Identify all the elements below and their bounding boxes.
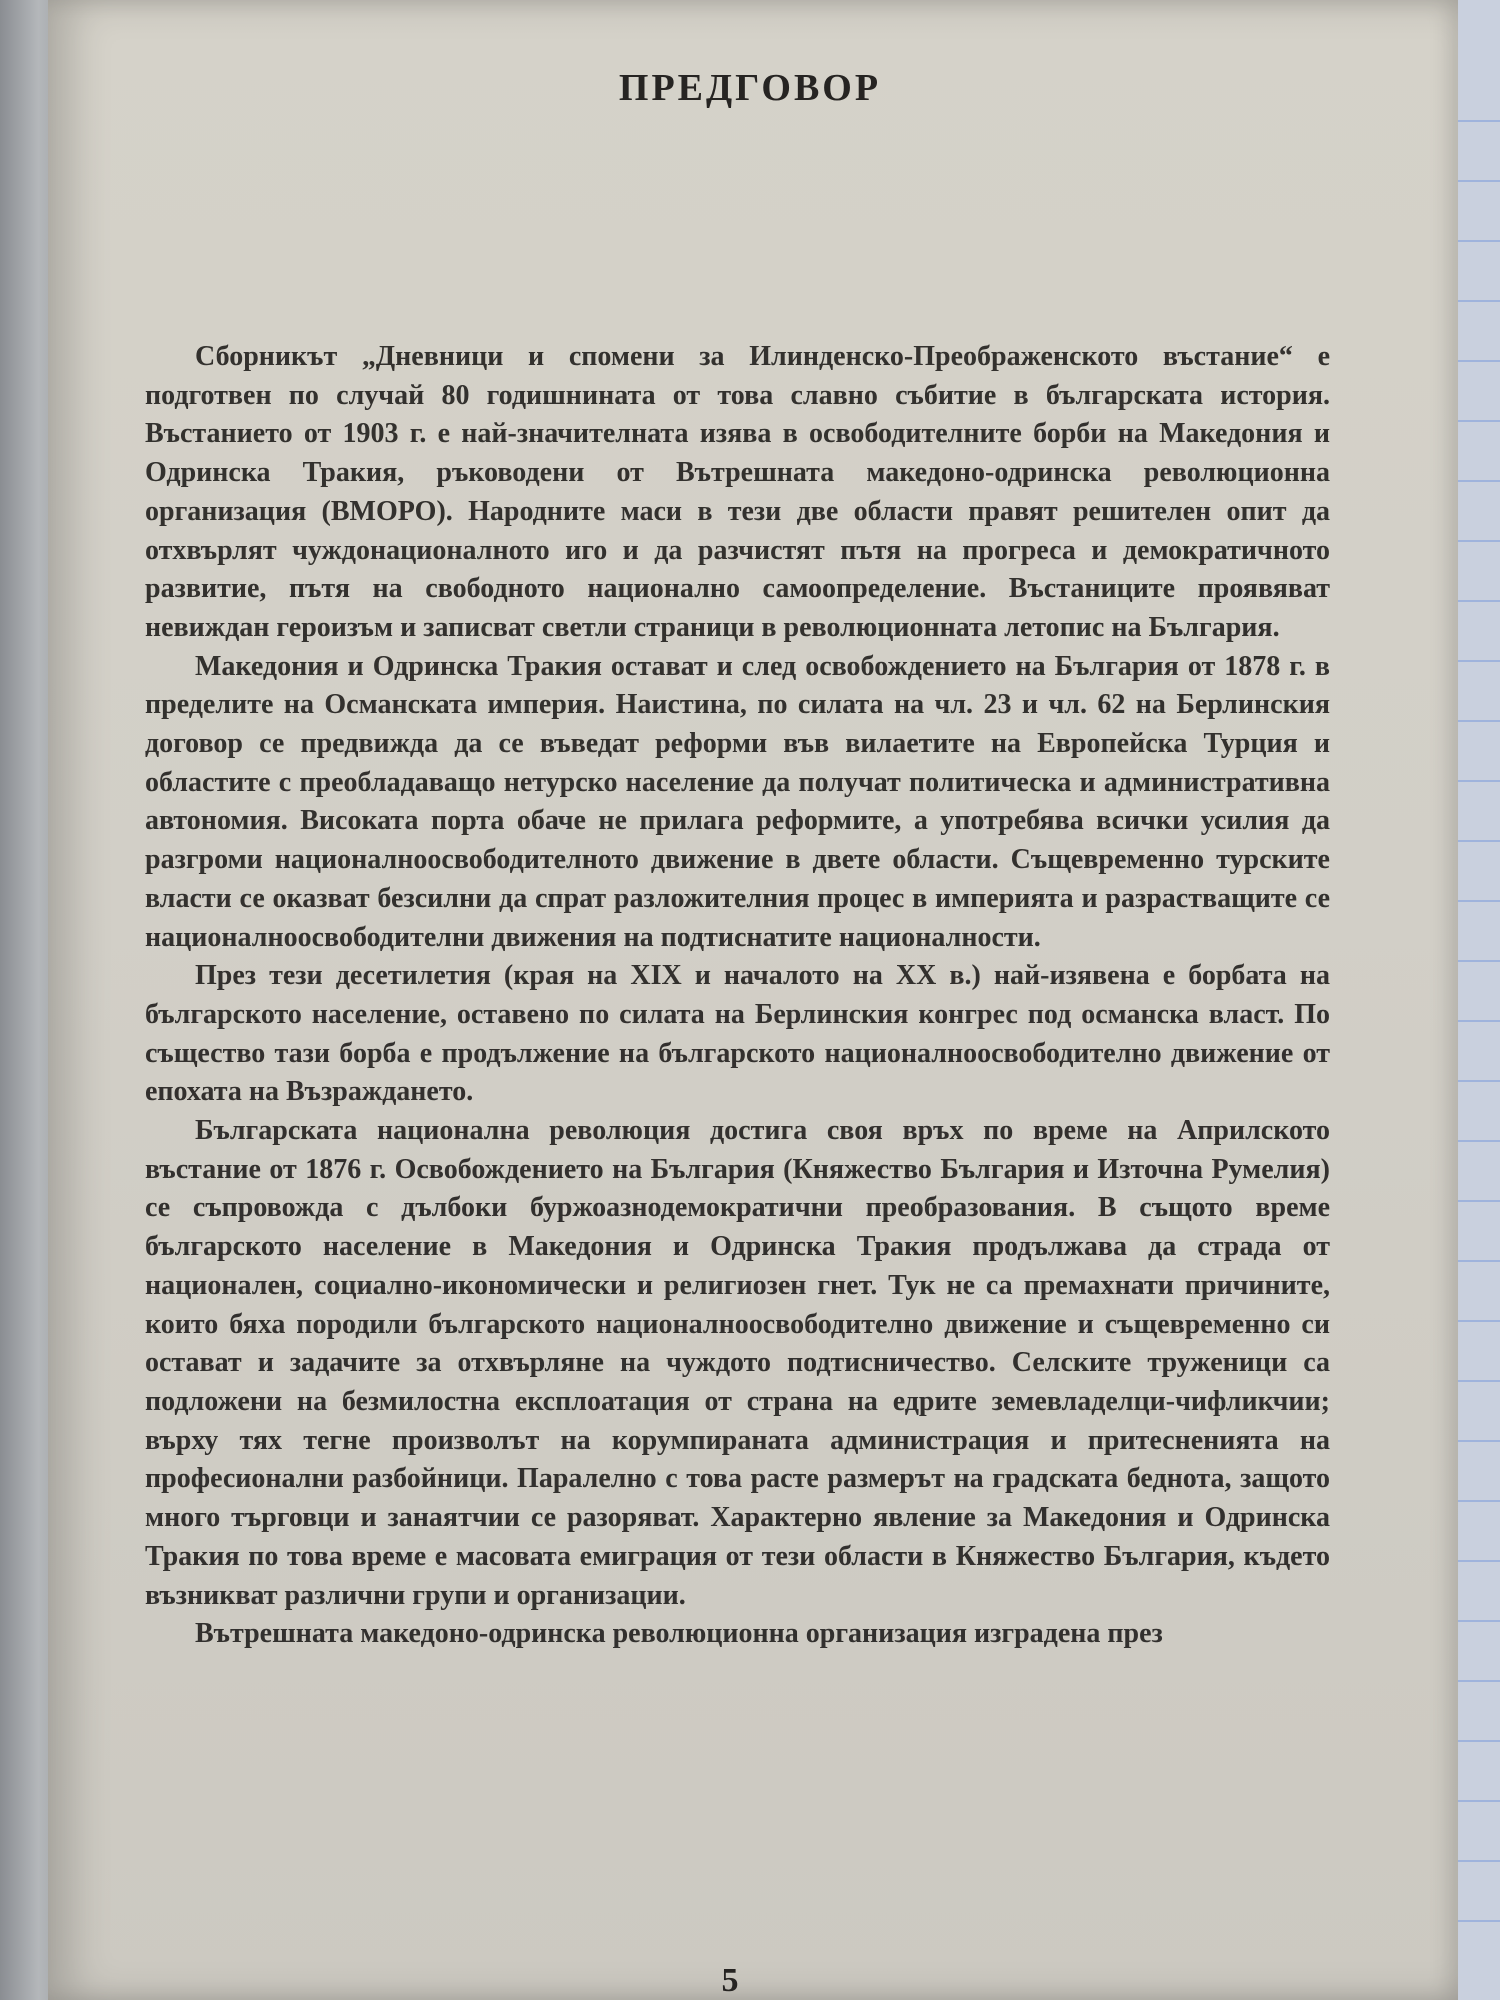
body-text	[145, 338, 1330, 1654]
paragraph: Македония и Одринска Тракия остават и след освобождението на България от 1878 г. в пределите на Османската империя. Наистина, по силата на чл. 23 и чл. 62 на Берлинския договор се предвижда да се въведат реформи във вилаетите на Европейска Турция и областите с преобладаващо нетурско население да получат политическа и административна автономия. Високата порта обаче не прилага реформите, а употребява всички усилия да разгроми националноосвободителното движение в двете области. Същевременно турските власти се оказват безсилни да спрат разложителния процес в империята и разрастващите се националноосвободителни движения на подтиснатите националности.	[145, 650, 1330, 953]
notebook-paper-background	[1455, 0, 1500, 2000]
paragraph: Сборникът „Дневници и спомени за Илинденско-Преображенското въстание“ е подготвен по случай 80 годишнината от това славно събитие в българската история. Въстанието от 1903 г. е най-значителната изява в освободителните борби на Македония и Одринска Тракия, ръководени от Вътрешната македоно-одринска революционна организация (ВМОРО). Народните маси в тези две области правят решителен опит да отхвърлят чуждонационалното иго и да разчистят пътя на прогреса и демократичното развитие, пътя на свободното национално самоопределение. Въстаниците проявяват невиждан героизъм и записват светли страници в революционната летопис на България.	[145, 341, 1330, 643]
paragraph: Българската национална революция достига своя връх по време на Априлското въстание от 1876 г. Освобождението на България (Княжество България и Източна Румелия) се съпровожда с дълбоки буржоазнодемократични преобразования. В същото време българското население в Македония и Одринска Тракия продължава да страда от национален, социално-икономически и религиозен гнет. Тук не са премахнати причините, които бяха породили българското националноосвободително движение и същевременно си остават и задачите за отхвърляне на чуждото подтисничество. Селските труженици са подложени на безмилостна експлоатация от страна на едрите земевладелци-чифликчии; върху тях тегне произволът на корумпираната администрация и притесненията на професионални разбойници. Паралелно с това расте размерът на градската беднота, защото много търговци и занаятчии се разоряват. Характерно явление за Македония и Одринска Тракия по това време е масовата емиграция от тези области в Княжество България, където възникват различни групи и организации.	[145, 1115, 1330, 1611]
paragraph: Вътрешната македоно-одринска революционна организация изградена през	[195, 1618, 1163, 1650]
page-title: ПРЕДГОВОР	[618, 67, 882, 109]
paragraph: През тези десетилетия (края на XIX и началото на XX в.) най-изявена е борбата на българското население, оставено по силата на Берлинския конгрес под османска власт. По същество тази борба е продължение на българското националноосвободително движение от епохата на Възраждането.	[145, 960, 1330, 1108]
page-number: 5	[721, 1962, 739, 1999]
